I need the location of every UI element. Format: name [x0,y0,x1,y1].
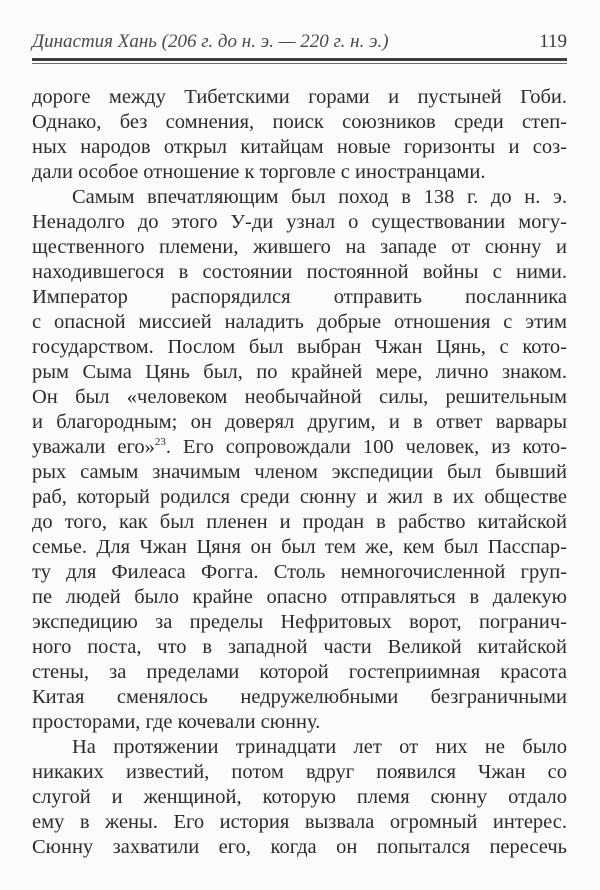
text-line-content: стены, за пределами которой гостеприимная красота [32,661,567,683]
text-line [32,660,567,685]
text-line [32,310,567,335]
text-line-content: Ненадолго до этого У-ди узнал о существовании могу- [32,211,567,233]
text-line [32,235,567,260]
page-number: 119 [539,31,567,52]
text-line-content: раб, который родился среди сюнну и жил в их обществе [32,486,567,508]
header-rule-thick [32,58,567,61]
text-line [32,610,567,635]
text-line-content: с опасной миссией наладить добрые отношения с этим [32,311,567,333]
text-line [32,710,567,735]
text-line [32,185,567,210]
text-line-content: щественного племени, жившего на западе от сюнну и [32,236,567,258]
text-line-content: семье. Для Чжан Цяня он был тем же, кем был Пасспар- [32,536,567,558]
text-line [32,460,567,485]
text-line-content: до того, как был пленен и продан в рабство китайской [32,511,567,533]
text-line [32,335,567,360]
page-header [32,31,567,55]
text-line-continuation: . Его сопровождали 100 человек, из кото- [165,436,567,458]
text-line [32,85,567,110]
text-line-content: ных народов открыл китайцам новые горизонты и соз- [32,136,567,158]
text-line-content: дороге между Тибетскими горами и пустыней Гоби. [32,86,567,108]
text-line-content: рых самым значимым членом экспедиции был бывший [32,461,567,483]
text-line [32,585,567,610]
header-rule-thin [32,63,567,64]
text-line [32,510,567,535]
text-line [32,560,567,585]
text-line [32,735,567,760]
footnote-marker[interactable]: 23 [154,436,166,449]
text-line-content: Китая сменялось недружелюбными безграничными [32,686,567,708]
text-line-content: слугой и женщиной, которую племя сюнну отдало [32,786,567,808]
text-line-content: находившегося в состоянии постоянной войны с ними. [32,261,567,283]
text-line-content: Он был «человеком необычайной силы, решительным [32,386,567,408]
text-line-content: рым Сыма Цянь был, по крайней мере, лично знаком. [32,361,567,383]
text-line [32,785,567,810]
text-line [32,360,567,385]
text-line [32,210,567,235]
text-line-content: уважали его» [32,436,155,458]
text-line [32,410,567,435]
text-line [32,635,567,660]
text-line [32,485,567,510]
text-line [32,535,567,560]
text-line [32,135,567,160]
text-line [32,110,567,135]
text-line [32,435,567,460]
text-line [32,685,567,710]
text-line [32,810,567,835]
text-line-content: и благородным; он доверял другим, и в ответ варвары [32,411,567,433]
text-line-content: ного поста, что в западной части Великой китайской [32,636,567,658]
text-line-content: Император распорядился отправить посланника [32,286,567,308]
text-line [32,285,567,310]
text-line [32,385,567,410]
text-line [32,260,567,285]
text-line-content: никаких известий, потом вдруг появился Чжан со [32,761,567,783]
text-line-content: ему в жены. Его история вызвала огромный интерес. [32,811,567,833]
text-line [32,835,567,860]
text-line [32,760,567,785]
text-line-content: дали особое отношение к торговле с иностранцами. [32,161,486,183]
text-line-content: экспедицию за пределы Нефритовых ворот, погранич- [32,611,567,633]
text-line-content: Сюнну захватили его, когда он попытался пересечь [32,836,567,858]
text-line-content: Однако, без сомнения, поиск союзников среди степ- [32,111,567,133]
running-title: Династия Хань (206 г. до н. э. — 220 г. н. э.) [32,31,389,52]
text-line-content: На протяжении тринадцати лет от них не было [72,736,567,758]
body-text [32,85,567,860]
header-rule [32,58,567,64]
text-line-content: просторами, где кочевали сюнну. [32,711,321,733]
text-line-content: пе людей было крайне опасно отправляться в далекую [32,586,567,608]
text-line-content: Самым впечатляющим был поход в 138 г. до н. э. [72,186,567,208]
text-line-content: государством. Послом был выбран Чжан Цянь, с кото- [32,336,567,358]
text-line-content: ту для Филеаса Фогга. Столь немногочисленной груп- [32,561,567,583]
text-line [32,160,567,185]
